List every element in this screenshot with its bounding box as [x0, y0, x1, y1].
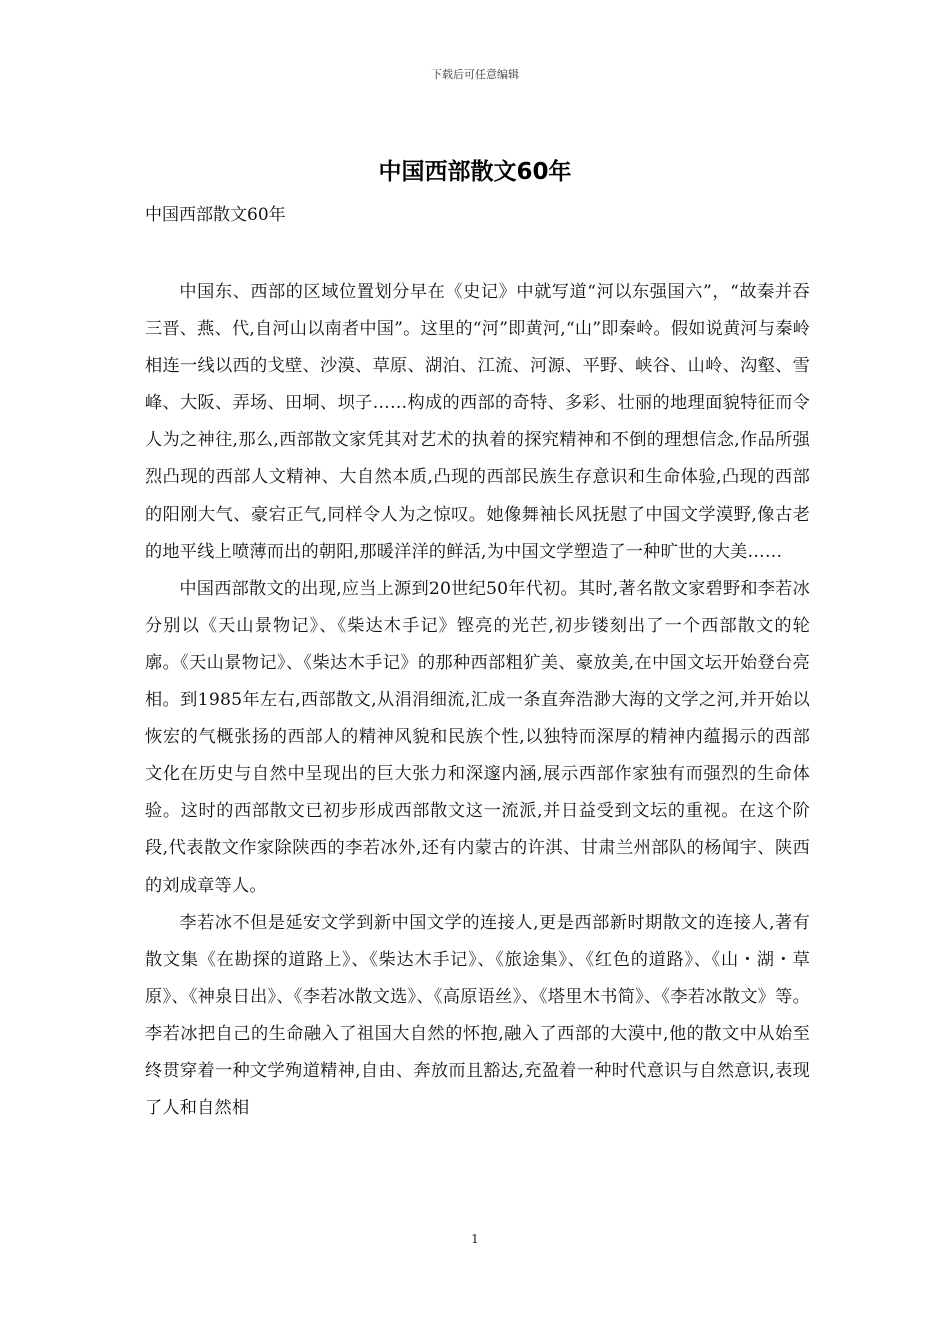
- paragraph: 中国东、西部的区域位置划分早在《史记》中就写道“河以东强国六”，“故秦并吞三晋、燕、代,自河山以南者中国”。这里的“河”即黄河,“山”即秦岭。假如说黄河与秦岭相连一线以西的戈壁、沙漠、草原、湖泊、江流、河源、平野、峡谷、山岭、沟壑、雪峰、大阪、弄场、田垌、坝子……构成的西部的奇特、多彩、壮丽的地理面貌特征而令人为之神往,那么,西部散文家凭其对艺术的执着的探究精神和不倒的理想信念,作品所强烈凸现的西部人文精神、大自然本质,凸现的西部民族生存意识和生命体验,凸现的西部的阳刚大气、豪宕正气,同样令人为之惊叹。她像舞袖长风抚慰了中国文学漠野,像古老的地平线上喷薄而出的朝阳,那暖洋洋的鲜活,为中国文学塑造了一种旷世的大美……: [145, 282, 810, 562]
- document-subtitle: 中国西部散文60年: [145, 205, 286, 225]
- document-title: 中国西部散文60年: [378, 159, 572, 185]
- paragraph: 中国西部散文的出现,应当上源到20世纪50年代初。其时,著名散文家碧野和李若冰分别以《天山景物记》、《柴达木手记》铿亮的光芒,初步镂刻出了一个西部散文的轮廓。《天山景物记》、《柴达木手记》的那种西部粗犷美、豪放美,在中国文坛开始登台亮相。到1985年左右,西部散文,从涓涓细流,汇成一条直奔浩渺大海的文学之河,并开始以恢宏的气概张扬的西部人的精神风貌和民族个性,以独特而深厚的精神内蕴揭示的西部文化在历史与自然中呈现出的巨大张力和深邃内涵,展示西部作家独有而强烈的生命体验。这时的西部散文已初步形成西部散文这一流派,并日益受到文坛的重视。在这个阶段,代表散文作家除陕西的李若冰外,还有内蒙古的许淇、甘肃兰州部队的杨闻宇、陕西的刘成章等人。: [145, 578, 810, 896]
- header-note: 下载后可任意编辑: [431, 68, 519, 81]
- document-body: [145, 274, 810, 1127]
- page-number: 1: [471, 1232, 479, 1246]
- paragraph: 李若冰不但是延安文学到新中国文学的连接人,更是西部新时期散文的连接人,著有散文集《在勘探的道路上》、《柴达木手记》、《旅途集》、《红色的道路》、《山・湖・草原》、《神泉日出》、《李若冰散文选》、《高原语丝》、《塔里木书简》、《李若冰散文》等。李若冰把自己的生命融入了祖国大自然的怀抱,融入了西部的大漠中,他的散文中从始至终贯穿着一种文学殉道精神,自由、奔放而且豁达,充盈着一种时代意识与自然意识,表现了人和自然相: [145, 912, 810, 1119]
